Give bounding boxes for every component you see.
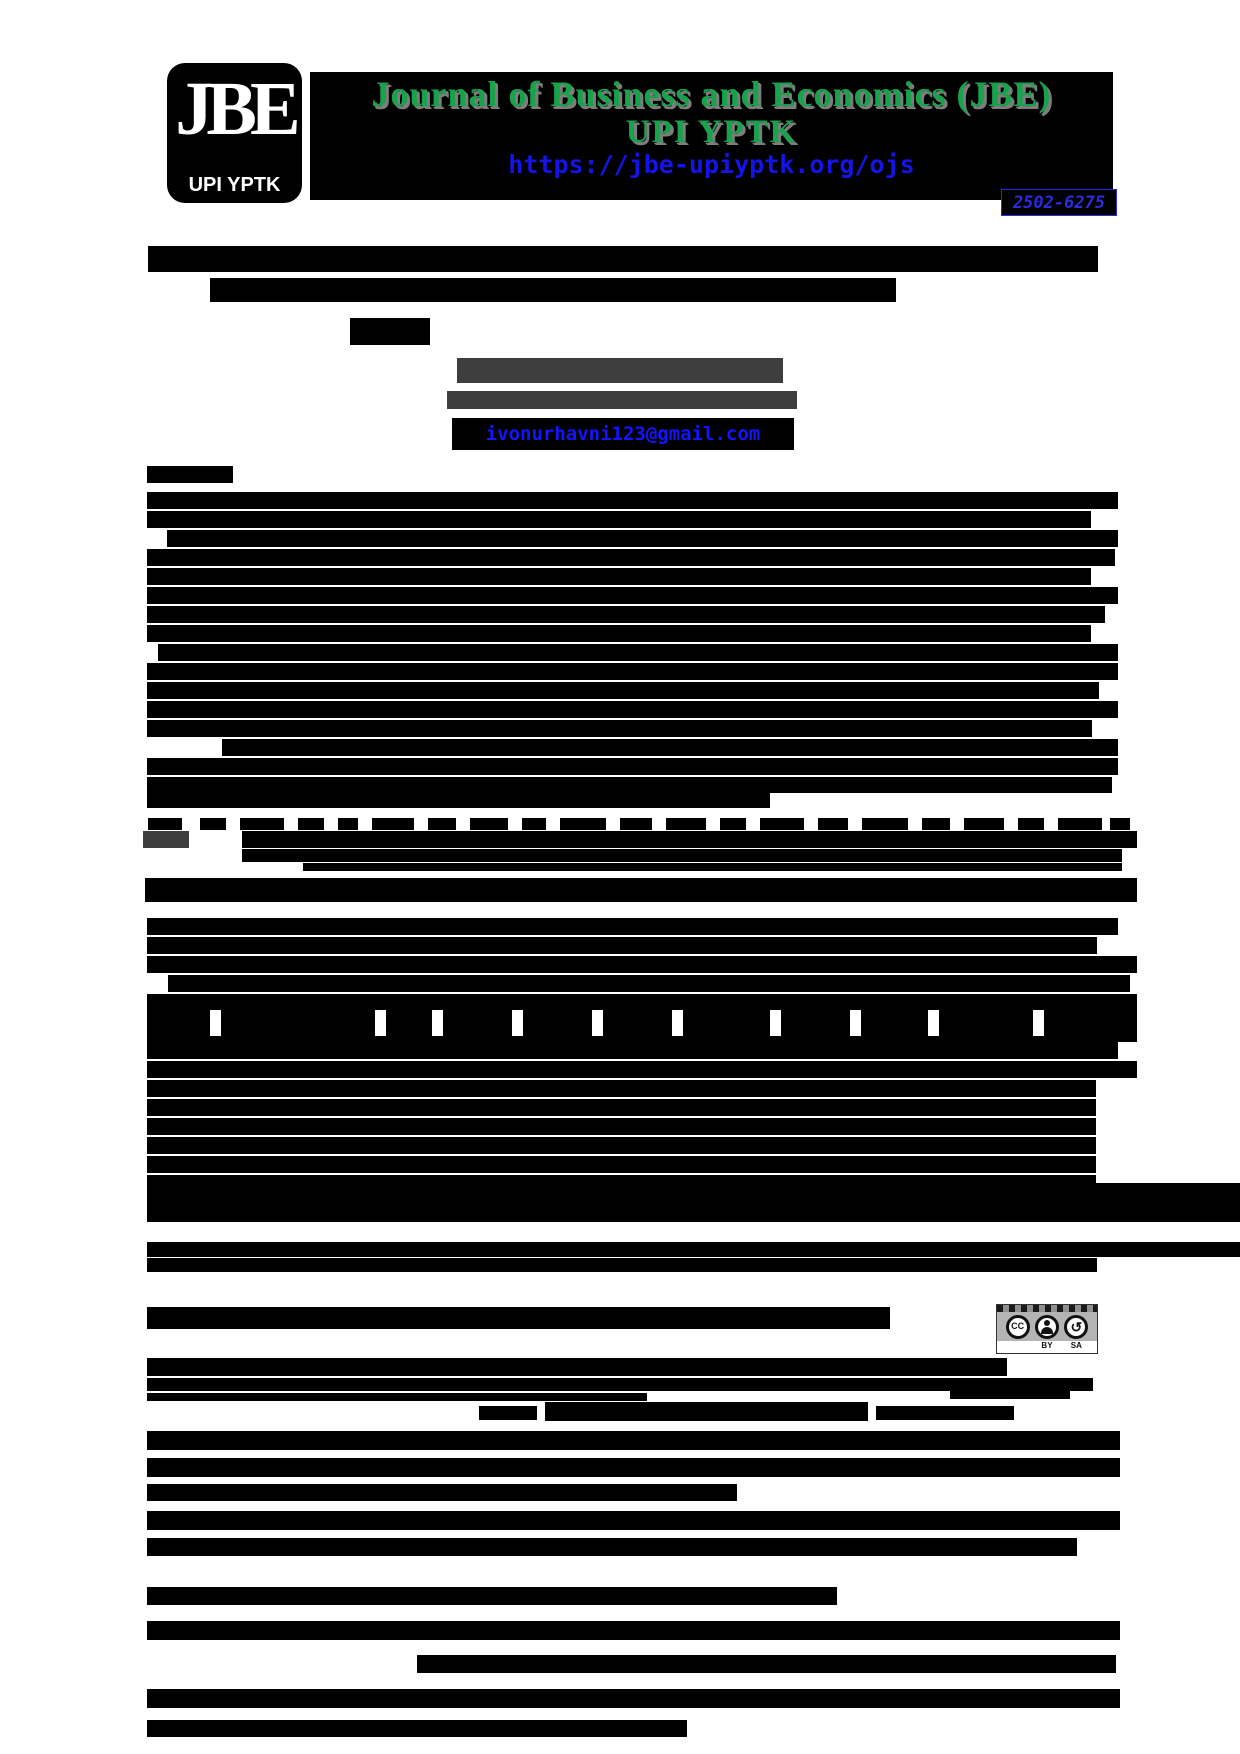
redacted-text-line (147, 549, 1115, 566)
redacted-text-line (147, 720, 1092, 737)
redacted-text-line (298, 818, 324, 830)
redacted-text-line (1110, 818, 1130, 830)
redacted-text-line (620, 818, 652, 830)
redacted-text-line (147, 1511, 1120, 1530)
redacted-text-line (242, 831, 1137, 848)
redacted-text-line (147, 956, 1137, 973)
formula-gap (672, 1010, 683, 1036)
journal-url-link[interactable]: https://jbe-upiyptk.org/ojs (508, 150, 915, 179)
redacted-text-line (147, 1118, 1096, 1135)
sa-label: SA (1070, 1341, 1082, 1350)
formula-gap (375, 1010, 386, 1036)
redacted-text-line (148, 818, 182, 830)
redacted-text-line (240, 818, 284, 830)
by-person-icon (1035, 1315, 1059, 1339)
redacted-text-line (479, 1406, 537, 1420)
jbe-logo (167, 63, 302, 203)
email-band (452, 418, 794, 450)
redacted-text-line (147, 1393, 647, 1401)
redacted-text-line (338, 818, 358, 830)
formula-gap (1033, 1010, 1044, 1036)
formula-gap (592, 1010, 603, 1036)
redacted-text-line (147, 625, 1091, 642)
journal-title: Journal of Business and Economics (JBE) (371, 74, 1052, 114)
redacted-text-line (147, 466, 233, 483)
redacted-text-line (147, 1307, 890, 1329)
redacted-text-line (303, 863, 1122, 871)
redacted-formula-band (147, 1006, 1137, 1042)
redacted-text-line (447, 391, 797, 409)
cc-license-badge[interactable] (996, 1304, 1098, 1354)
redacted-text-line (168, 975, 1130, 992)
redacted-text-line (147, 663, 1118, 680)
redacted-text-line (457, 358, 783, 383)
redacted-text-line (760, 818, 804, 830)
redacted-text-line (222, 739, 1118, 756)
logo-jbe-text: JBE (175, 67, 294, 151)
redacted-text-line (417, 1655, 1116, 1673)
redacted-text-line (147, 1042, 1118, 1059)
issn-number: 2502-6275 (1012, 192, 1106, 213)
redacted-text-line (147, 937, 1097, 954)
redacted-text-line (167, 530, 1118, 547)
redacted-text-line (158, 644, 1118, 661)
redacted-text-line (372, 818, 414, 830)
redacted-text-line (242, 849, 1122, 862)
redacted-text-line (147, 793, 770, 808)
redacted-text-line (470, 818, 508, 830)
redacted-text-line (147, 758, 1118, 775)
redacted-text-line (522, 818, 546, 830)
by-label: BY (1041, 1341, 1053, 1350)
redacted-text-line (147, 1587, 837, 1605)
badge-icon-row (997, 1312, 1097, 1341)
redacted-text-line (560, 818, 606, 830)
redacted-text-line (818, 818, 848, 830)
redacted-text-line (148, 246, 1098, 272)
redacted-text-line (147, 682, 1099, 699)
redacted-text-line (147, 587, 1118, 604)
redacted-text-line (147, 1538, 1077, 1556)
redacted-text-line (147, 1080, 1096, 1097)
redacted-text-line (147, 1621, 1120, 1640)
formula-gap (432, 1010, 443, 1036)
formula-gap (210, 1010, 221, 1036)
redacted-text-line (876, 1406, 1014, 1420)
redacted-text-line (147, 1358, 1007, 1376)
redacted-text-line (950, 1391, 1070, 1399)
redacted-text-line (147, 1484, 737, 1501)
redacted-text-line (147, 777, 1112, 793)
redacted-text-line (147, 568, 1091, 585)
redacted-text-line (145, 878, 1137, 902)
redacted-text-line (147, 1378, 1093, 1391)
redacted-text-line (147, 492, 1118, 509)
redacted-text-line (964, 818, 1004, 830)
redacted-text-line (147, 511, 1091, 528)
redacted-text-line (720, 818, 746, 830)
sa-arrow-icon: ↺ (1064, 1315, 1088, 1339)
redacted-text-line (147, 1431, 1120, 1450)
author-email-link[interactable]: ivonurhavni123@gmail.com (485, 423, 761, 445)
redacted-text-line (147, 1689, 1120, 1708)
redacted-text-line (147, 1183, 1240, 1222)
redacted-text-line (922, 818, 950, 830)
redacted-text-line (1018, 818, 1044, 830)
formula-gap (928, 1010, 939, 1036)
cc-icon: CC (1006, 1315, 1030, 1339)
redacted-text-line (200, 818, 226, 830)
redacted-text-line (1058, 818, 1102, 830)
redacted-text-line (147, 1458, 1120, 1477)
issn-badge (1001, 189, 1117, 216)
redacted-text-line (147, 1099, 1096, 1116)
redacted-text-line (147, 1720, 687, 1737)
redacted-text-line (147, 1258, 1097, 1272)
redacted-text-line (428, 818, 456, 830)
badge-labels (997, 1341, 1097, 1353)
redacted-text-line (147, 1061, 1137, 1078)
redacted-text-line (147, 918, 1118, 935)
redacted-text-line (862, 818, 908, 830)
redacted-text-line (147, 701, 1118, 718)
redacted-text-line (545, 1402, 868, 1421)
formula-gap (512, 1010, 523, 1036)
redacted-text-line (210, 278, 896, 302)
formula-gap (770, 1010, 781, 1036)
redacted-text-line (147, 1156, 1096, 1173)
redacted-text-line (147, 1242, 1240, 1257)
logo-upiyptk-text: UPI YPTK (188, 174, 281, 196)
redacted-text-line (350, 318, 430, 345)
formula-gap (850, 1010, 861, 1036)
redacted-text-line (147, 606, 1105, 623)
badge-checker-strip (997, 1305, 1097, 1312)
header-band (310, 72, 1113, 200)
redacted-text-line (666, 818, 706, 830)
redacted-text-line (143, 831, 189, 848)
journal-subtitle: UPI YPTK (625, 114, 798, 150)
redacted-text-line (147, 1137, 1096, 1154)
